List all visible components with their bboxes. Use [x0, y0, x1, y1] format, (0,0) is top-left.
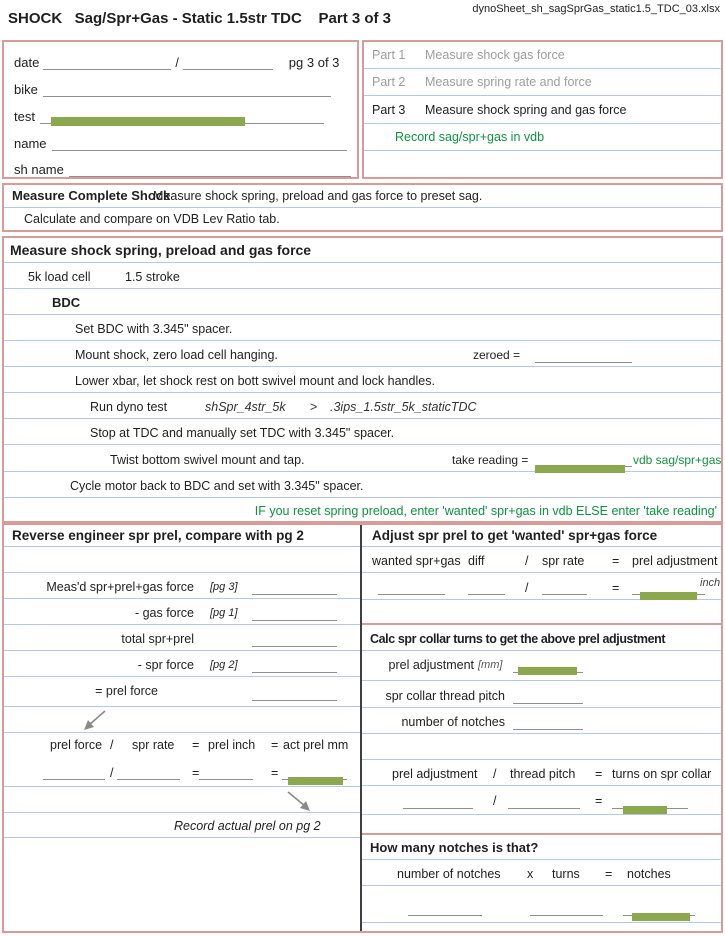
total-spr-prel-label: total spr+prel	[121, 632, 194, 646]
arrow-row-2	[4, 787, 360, 813]
formula-col-prel-inch: prel inch	[208, 738, 256, 752]
mount-text: Mount shock, zero load cell hanging.	[75, 348, 278, 362]
date-label: date	[14, 55, 40, 70]
act-prel-mm-highlight	[288, 777, 343, 785]
parts-row-1	[364, 42, 721, 69]
step-cycle	[4, 472, 721, 498]
formula-op-divide: /	[110, 738, 114, 752]
zeroed-field[interactable]	[535, 348, 632, 363]
workbook-filename: dynoSheet_sh_sagSprGas_static1.5_TDC_03.xlsx	[472, 3, 720, 15]
adjust-op-equals: =	[612, 554, 620, 568]
calc-title: Calc spr collar turns to get the above prel adjustment	[370, 632, 666, 646]
reverse-title: Reverse engineer spr prel, compare with pg 2	[12, 528, 304, 543]
date-field-2[interactable]	[183, 55, 273, 70]
part-2-desc: Measure spring rate and force	[425, 75, 592, 90]
prel-adjustment-col: prel adjustment	[632, 554, 718, 568]
reverse-row-gas	[4, 599, 360, 625]
notches-blanks-row	[362, 886, 721, 923]
reverse-row-measd	[4, 573, 360, 599]
reverse-row-spr-force	[4, 651, 360, 677]
parts-empty-row	[364, 151, 721, 177]
calc-prel-adjustment-highlight	[518, 667, 577, 675]
procedure-header-row	[4, 238, 721, 263]
parts-table	[362, 40, 723, 179]
record-vdb-note: Record sag/spr+gas in vdb	[395, 129, 545, 144]
calc-col-prel-adjustment: prel adjustment	[392, 767, 478, 781]
calc-mm-tag: [mm]	[478, 659, 503, 671]
adjust-blank-op-equals: =	[612, 581, 620, 595]
calc-turns-highlight	[623, 806, 667, 814]
stroke-label: 1.5 stroke	[125, 270, 180, 284]
notches-panel	[362, 835, 721, 931]
wanted-spr-gas-input[interactable]	[378, 580, 445, 595]
name-field[interactable]	[52, 136, 347, 151]
procedure-note-row	[4, 498, 721, 522]
part-3-desc: Measure shock spring and gas force	[425, 102, 627, 117]
test-field-highlight	[51, 117, 245, 126]
step-lower	[4, 367, 721, 393]
notches-op-multiply: x	[527, 867, 534, 881]
calc-turns-input[interactable]	[612, 794, 688, 809]
step-stop-tdc	[4, 419, 721, 445]
act-prel-mm-input[interactable]	[282, 765, 347, 780]
step-bdc	[4, 289, 721, 315]
blank-op-equals-2: =	[271, 766, 279, 780]
overview-desc: Measure shock spring, preload and gas force to preset sag.	[153, 189, 483, 203]
page-title: SHOCK Sag/Spr+Gas - Static 1.5str TDC Part 3 of 3	[8, 10, 392, 27]
total-spr-prel-field[interactable]	[252, 632, 337, 647]
prel-adjustment-highlight	[640, 592, 697, 600]
bottom-region	[2, 523, 723, 933]
step-set-bdc	[4, 315, 721, 341]
calc-thread-pitch-input[interactable]	[508, 794, 580, 809]
adjust-op-divide: /	[525, 554, 529, 568]
part-1-desc: Measure shock gas force	[425, 48, 565, 63]
reverse-engineer-panel	[4, 525, 360, 931]
formula-col-act-prel-mm: act prel mm	[283, 738, 349, 752]
run-profile-name: .3ips_1.5str_5k_staticTDC	[330, 400, 477, 414]
field-row-test	[4, 102, 357, 124]
procedure-title: Measure shock spring, preload and gas force	[10, 242, 312, 258]
procedure-note: IF you reset spring preload, enter 'wanted' spr+gas in vdb ELSE enter 'take reading'	[254, 504, 717, 518]
formula-op-equals-1: =	[192, 738, 200, 752]
blank-op-divide: /	[110, 766, 114, 780]
step-run-dyno	[4, 393, 721, 419]
arrow-down-left-icon	[80, 709, 110, 733]
field-row-name	[4, 129, 357, 151]
arrow-down-right-icon	[282, 790, 314, 814]
sh-name-label: sh name	[14, 162, 64, 177]
name-label: name	[14, 136, 47, 151]
gas-force-label: - gas force	[134, 606, 194, 620]
adjust-spr-rate-input[interactable]	[542, 580, 587, 595]
gas-force-tag: [pg 1]	[210, 607, 238, 619]
take-reading-label: take reading =	[452, 453, 529, 467]
page-number: pg 3 of 3	[288, 55, 340, 70]
measd-field[interactable]	[252, 580, 337, 595]
notches-result-input[interactable]	[623, 901, 695, 916]
inch-unit-label: inch	[700, 577, 721, 589]
spr-rate-input[interactable]	[117, 765, 180, 780]
step-equipment	[4, 263, 721, 289]
test-label: test	[14, 109, 35, 124]
adjust-header-row	[362, 525, 721, 547]
info-form	[2, 40, 359, 179]
lower-text: Lower xbar, let shock rest on bott swivel mount and lock handles.	[75, 374, 435, 388]
thread-pitch-field[interactable]	[513, 689, 583, 704]
overview-row-1	[4, 185, 721, 208]
reverse-row-total	[4, 625, 360, 651]
calc-blank-op-equals: =	[595, 794, 603, 808]
calc-blanks-row	[362, 786, 721, 815]
bdc-label: BDC	[52, 295, 81, 310]
zeroed-label: zeroed =	[473, 348, 521, 362]
calc-op-divide: /	[493, 767, 497, 781]
calc-col-thread-pitch: thread pitch	[510, 767, 576, 781]
calc-col-turns: turns on spr collar	[612, 767, 712, 781]
calc-turns-panel	[362, 625, 721, 835]
notches-formula-header-row	[362, 860, 721, 886]
take-reading-field[interactable]	[535, 452, 632, 467]
notches-turns-input[interactable]	[530, 901, 603, 916]
prel-force-input[interactable]	[43, 765, 105, 780]
record-note-row	[4, 813, 360, 838]
field-row-date	[4, 48, 357, 70]
set-bdc-text: Set BDC with 3.345" spacer.	[75, 322, 233, 336]
diff-col: diff	[468, 554, 485, 568]
adjust-colheader-row	[362, 547, 721, 573]
formula-col-prel-force: prel force	[50, 738, 103, 752]
spr-force-label: - spr force	[137, 658, 194, 672]
prel-adjustment-input[interactable]	[632, 580, 705, 595]
calc-formula-header-row	[362, 760, 721, 786]
calc-row-thread-pitch	[362, 681, 721, 708]
reverse-header-row	[4, 525, 360, 547]
prel-force-label: = prel force	[95, 684, 158, 698]
part-1-id: Part 1	[372, 48, 406, 63]
measd-tag: [pg 3]	[210, 581, 238, 593]
vdb-sag-label: vdb sag/spr+gas	[633, 453, 722, 467]
adjust-title: Adjust spr prel to get 'wanted' spr+gas force	[372, 528, 658, 543]
overview-row-2	[4, 208, 721, 230]
notches-number-input[interactable]	[408, 901, 482, 916]
formula-op-equals-2: =	[271, 738, 279, 752]
notches-result-highlight	[632, 913, 690, 921]
twist-text: Twist bottom swivel mount and tap.	[110, 453, 305, 467]
calc-row-num-notches	[362, 708, 721, 734]
run-test-name: shSpr_4str_5k	[205, 400, 286, 414]
load-cell-label: 5k load cell	[28, 270, 91, 284]
diff-input[interactable]	[468, 580, 505, 595]
thread-pitch-label: spr collar thread pitch	[385, 689, 505, 703]
run-sep: >	[310, 400, 318, 414]
gas-force-field[interactable]	[252, 606, 337, 621]
date-field-1[interactable]	[43, 55, 171, 70]
calc-prel-adjustment-field[interactable]	[513, 658, 583, 673]
step-twist	[4, 445, 721, 472]
part-3-id: Part 3	[372, 102, 406, 117]
record-actual-prel-note: Record actual prel on pg 2	[174, 819, 321, 833]
calc-header-row	[362, 625, 721, 651]
adjust-blank-op-divide: /	[525, 581, 529, 595]
blank-op-equals-1: =	[192, 766, 200, 780]
prel-force-field[interactable]	[252, 686, 337, 701]
calc-prel-adjustment-input[interactable]	[403, 794, 473, 809]
parts-note-row	[364, 124, 721, 151]
adjust-blanks-row	[362, 573, 721, 600]
run-dyno-label: Run dyno test	[90, 400, 168, 414]
overview-title: Measure Complete Shock	[12, 188, 171, 203]
overview-section	[2, 183, 723, 232]
wanted-spr-gas-col: wanted spr+gas	[372, 554, 461, 568]
test-field[interactable]	[40, 109, 324, 124]
spr-force-tag: [pg 2]	[210, 659, 238, 671]
parts-row-2	[364, 69, 721, 96]
reverse-empty-row	[4, 547, 360, 573]
spr-force-field[interactable]	[252, 658, 337, 673]
bike-field[interactable]	[43, 82, 331, 97]
right-column	[362, 525, 721, 931]
notches-op-equals: =	[605, 867, 613, 881]
cycle-text: Cycle motor back to BDC and set with 3.345" spacer.	[70, 479, 364, 493]
calc-blank-op-divide: /	[493, 794, 497, 808]
notches-col-number: number of notches	[397, 867, 501, 881]
spr-rate-col: spr rate	[542, 554, 585, 568]
field-row-sh-name	[4, 155, 357, 177]
measd-label: Meas'd spr+prel+gas force	[46, 580, 194, 594]
calc-prel-adjustment-label: prel adjustment	[388, 658, 474, 672]
parts-row-3	[364, 96, 721, 123]
reverse-formula-block	[4, 733, 360, 787]
sh-name-field[interactable]	[69, 162, 351, 177]
calc-row-prel-adjustment	[362, 651, 721, 681]
overview-line2: Calculate and compare on VDB Lev Ratio tab.	[24, 212, 280, 226]
step-mount	[4, 341, 721, 367]
date-separator: /	[175, 56, 179, 70]
formula-col-spr-rate: spr rate	[132, 738, 175, 752]
procedure-section	[2, 236, 723, 523]
arrow-row-1	[4, 707, 360, 733]
notches-title: How many notches is that?	[370, 840, 539, 855]
field-row-bike	[4, 75, 357, 97]
reverse-row-prel-force	[4, 677, 360, 707]
stop-tdc-text: Stop at TDC and manually set TDC with 3.345" spacer.	[90, 426, 395, 440]
num-notches-field[interactable]	[513, 715, 583, 730]
num-notches-label: number of notches	[401, 715, 505, 729]
notches-header-row	[362, 837, 721, 860]
bike-label: bike	[14, 82, 38, 97]
notches-col-turns: turns	[552, 867, 580, 881]
notches-col-notches: notches	[627, 867, 671, 881]
calc-op-equals: =	[595, 767, 603, 781]
calc-empty-row	[362, 734, 721, 760]
adjust-panel	[362, 525, 721, 625]
part-2-id: Part 2	[372, 75, 406, 90]
prel-inch-input[interactable]	[199, 765, 253, 780]
